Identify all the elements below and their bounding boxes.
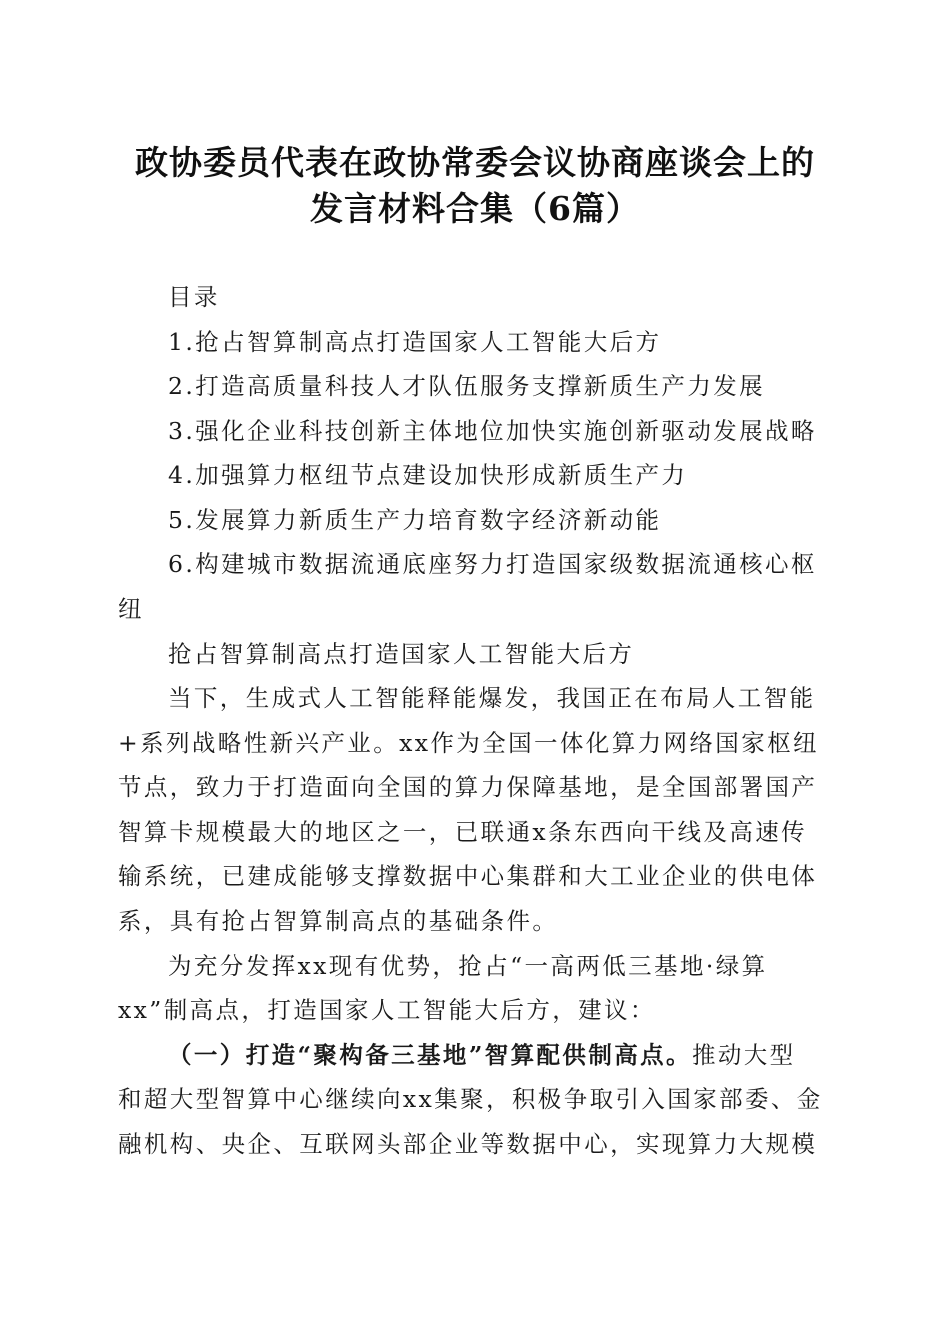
point-1-heading: （一）打造“聚构备三基地”智算配供制高点。 [168,1041,692,1069]
body-line-8: xx”制高点，打造国家人工智能大后方，建议： [118,996,656,1024]
toc-heading: 目录 [168,283,220,311]
toc-item-6: 6.构建城市数据流通底座努力打造国家级数据流通核心枢 [168,550,817,578]
point-1-first-line [168,1038,838,1072]
document-title-line-1: 政协委员代表在政协常委会议协商座谈会上的 [135,143,815,182]
point-1-text: 推动大型 [691,1041,796,1069]
toc-item-2: 2.打造高质量科技人才队伍服务支撑新质生产力发展 [168,372,766,400]
body-line-3: 节点，致力于打造面向全国的算力保障基地，是全国部署国产 [118,773,818,801]
toc-item-6-continuation: 纽 [118,595,144,623]
section-title: 抢占智算制高点打造国家人工智能大后方 [168,640,635,668]
toc-item-3: 3.强化企业科技创新主体地位加快实施创新驱动发展战略 [168,417,817,445]
body-line-5: 输系统，已建成能够支撑数据中心集群和大工业企业的供电体 [118,862,818,890]
document-title-line-2: 发言材料合集（6篇） [310,189,640,228]
body-line-7: 为充分发挥xx现有优势，抢占“一高两低三基地·绿算 [168,952,768,980]
body-line-4: 智算卡规模最大的地区之一，已联通x条东西向干线及高速传 [118,818,808,846]
body-line-2: +系列战略性新兴产业。xx作为全国一体化算力网络国家枢纽 [118,729,819,757]
toc-item-4: 4.加强算力枢纽节点建设加快形成新质生产力 [168,461,688,489]
point-1-line-2: 和超大型智算中心继续向xx集聚，积极争取引入国家部委、金 [118,1085,823,1113]
body-line-1: 当下，生成式人工智能释能爆发，我国正在布局人工智能 [168,684,816,712]
point-1-line-3: 融机构、央企、互联网头部企业等数据中心，实现算力大规模 [118,1130,818,1158]
toc-item-1: 1.抢占智算制高点打造国家人工智能大后方 [168,328,662,356]
body-line-6: 系，具有抢占智算制高点的基础条件。 [118,907,559,935]
toc-item-5: 5.发展算力新质生产力培育数字经济新动能 [168,506,662,534]
